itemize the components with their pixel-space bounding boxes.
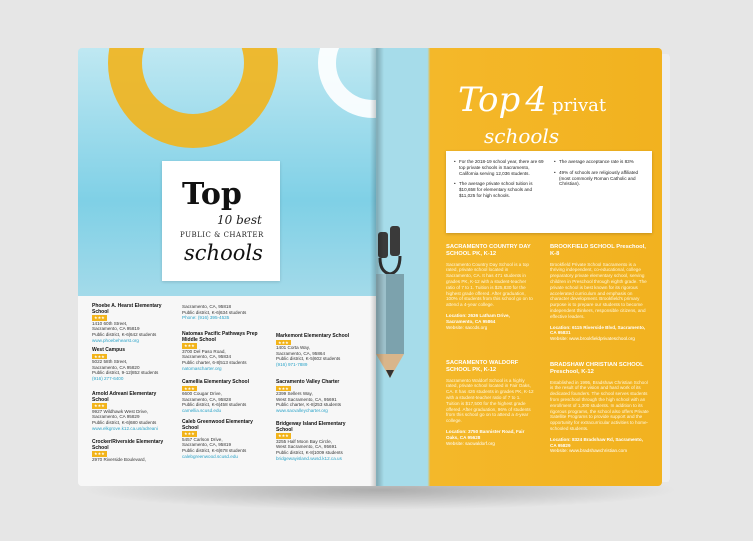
rating-badge: ★★★: [94, 315, 105, 321]
title-schools: schools: [184, 241, 263, 265]
list-item: Camellia Elementary School ★★★ 6600 Cougar Drive, Sacramento, CA, 95828 Public district, K-6|458 students camellia.scusd.edu: [182, 379, 249, 413]
facts-column-right: • The average acceptance rate is 83% • 49% of schools are religiously affiliated (most commonly Roman Catholic and Christian).: [554, 159, 646, 192]
school-bradshaw-christian: BRADSHAW CHRISTIAN SCHOOL Preschool, K-12 Established in 1995, Bradshaw Christian School is the result of the vision and hard work of its dedicated founders. The school serves students from preschool through the high school with an enrollment of 1,300 students. In addition to its rigorous programs, the school also offers Private Satellite Programs to provide support and the opportunity for extracurricular activities to home-schooled students. Location: 8324 Bradshaw Rd, Sacramento, CA 95829 Website: www.bradshawchristian.com: [550, 362, 649, 454]
school-list-area: [78, 296, 376, 486]
title-schools: schools: [484, 124, 560, 148]
list-item: Natomas Pacific Pathways Prep Middle School ★★★ 3700 Del Paso Road, Sacramento, CA, 95834 Public charter, 6-8|513 students natomascharter.org: [182, 331, 258, 371]
rating-badge: ★★★: [184, 431, 195, 437]
rating-badge: ★★★: [184, 343, 195, 349]
rating-badge: ★★★: [94, 353, 105, 359]
title-ten-best: 10 best: [217, 213, 262, 227]
rating-badge: ★★★: [94, 403, 105, 409]
magazine-spine: [370, 48, 384, 486]
facts-column-left: • For the 2018-19 school year, there are 69 top private schools in Sacramento, California serving 12,036 students. • The average private school tuition is $10,658 for elementary schools and $11,025 for high schools.: [454, 159, 546, 204]
decorative-gold-arc: [108, 48, 278, 148]
title-public-charter: PUBLIC & CHARTER: [180, 231, 264, 239]
list-item: Bridgeway Island Elementary School ★★★ 3255 Half Moon Bay Circle, West Sacramento, CA, 95691 Public district, K-8|1009 students bridgewayisland.wusd.k12.ca.us: [276, 421, 346, 461]
page-edges: [662, 54, 670, 482]
title-top: Top: [458, 80, 521, 120]
rating-badge: ★★★: [278, 385, 289, 391]
list-item: Caleb Greenwood Elementary School ★★★ 5457 Carlson Drive, Sacramento, CA, 95819 Public district, K-6|678 students calebgreenwood.scusd.edu: [182, 419, 253, 459]
left-page: [78, 48, 376, 486]
school-brookfield: BROOKFIELD SCHOOL Preschool, K-8 Brookfield Private School Sacramento is a thriving independent, co-educational, college preparatory private elementary school, serving children in Preschool through eighth grade. The private school is best known for its rigorous accelerated curriculum and emphasis on character development. Brookfield's primary purpose is to prepare our students to become independent thinkers, responsible citizens, and effective leaders. Location: 6115 Riverside Blvd, Sacramento, CA 95831 Website: www.brookfieldprivateschool.org: [550, 244, 647, 342]
list-item: Sacramento Valley Charter ★★★ 2399 Sellers Way, West Sacramento, CA, 95691 Public charter, K-8|253 students www.sacvalleycharter.org: [276, 379, 342, 413]
list-item: West Campus ★★★ 5022 58th Street, Sacramento, CA 95820 Public district, 9-12|852 students (916) 277-6400: [92, 347, 159, 381]
rating-badge: ★★★: [278, 339, 289, 345]
rating-badge: ★★★: [94, 451, 105, 457]
magazine-spread: [78, 40, 670, 488]
school-sacramento-waldorf: SACRAMENTO WALDORF SCHOOL PK, K-12 Sacramento Waldorf School is a highly rated, private school located in Fair Oaks, CA. It has 426 students in grades PK, K-12 with a student-teacher ratio of 7 to 1. Tuition is $17,500 for the highest grade offered. After graduation, 96% of students from this school go on to attend a 4-year college. Location: 3750 Bannister Road, Fair Oaks, CA 95628 Website: sacwaldorf.org: [446, 360, 534, 446]
title-number: 4: [525, 80, 548, 120]
rating-badge: ★★★: [278, 433, 289, 439]
list-item: Phoebe A. Hearst Elementary School ★★★ 1410 60th Street, Sacramento, CA 95819 Public district, K-6|642 students www.phoebehearst.org: [92, 303, 162, 343]
rating-badge: ★★★: [184, 385, 195, 391]
title-privat: privat: [552, 95, 607, 116]
school-sacramento-country-day: SACRAMENTO COUNTRY DAY SCHOOL PK, K-12 Sacramento Country Day School is a top rated, private school located in Sacramento, CA. It has 471 students in grades PK, K-12 with a student-teacher ratio of 7 to 1. Tuition is $25,830 for the highest grade offered. After graduation, 100% of students from this school go on to attend a 4-year college. Location: 2636 Latham Drive, Sacramento, CA 95864 Website: saccds.org: [446, 244, 533, 330]
facts-box: [446, 151, 652, 233]
right-page: [376, 48, 662, 486]
list-item: Sacramento, CA, 95818 Public district, K-6|634 students Phone: (916) 395-4535: [182, 304, 247, 321]
list-item: Arnold Adreani Elementary School ★★★ 9927 Wildhawk West Drive, Sacramento, CA 95829 Public district, K-6|680 students www.elkgrove.k12.ca.us/adreani: [92, 391, 158, 431]
right-title: [458, 80, 606, 120]
list-item: Markemont Elementary School ★★★ 1401 Corta Way, Sacramento, CA, 95864 Public district, K-5|602 students (916) 971-7889: [276, 333, 350, 367]
left-title-box: [162, 161, 280, 281]
list-item: Crocker/Riverside Elementary School ★★★ 2970 Riverside Boulevard,: [92, 439, 164, 462]
decorative-white-arc: [318, 48, 376, 118]
title-top: Top: [182, 177, 242, 212]
